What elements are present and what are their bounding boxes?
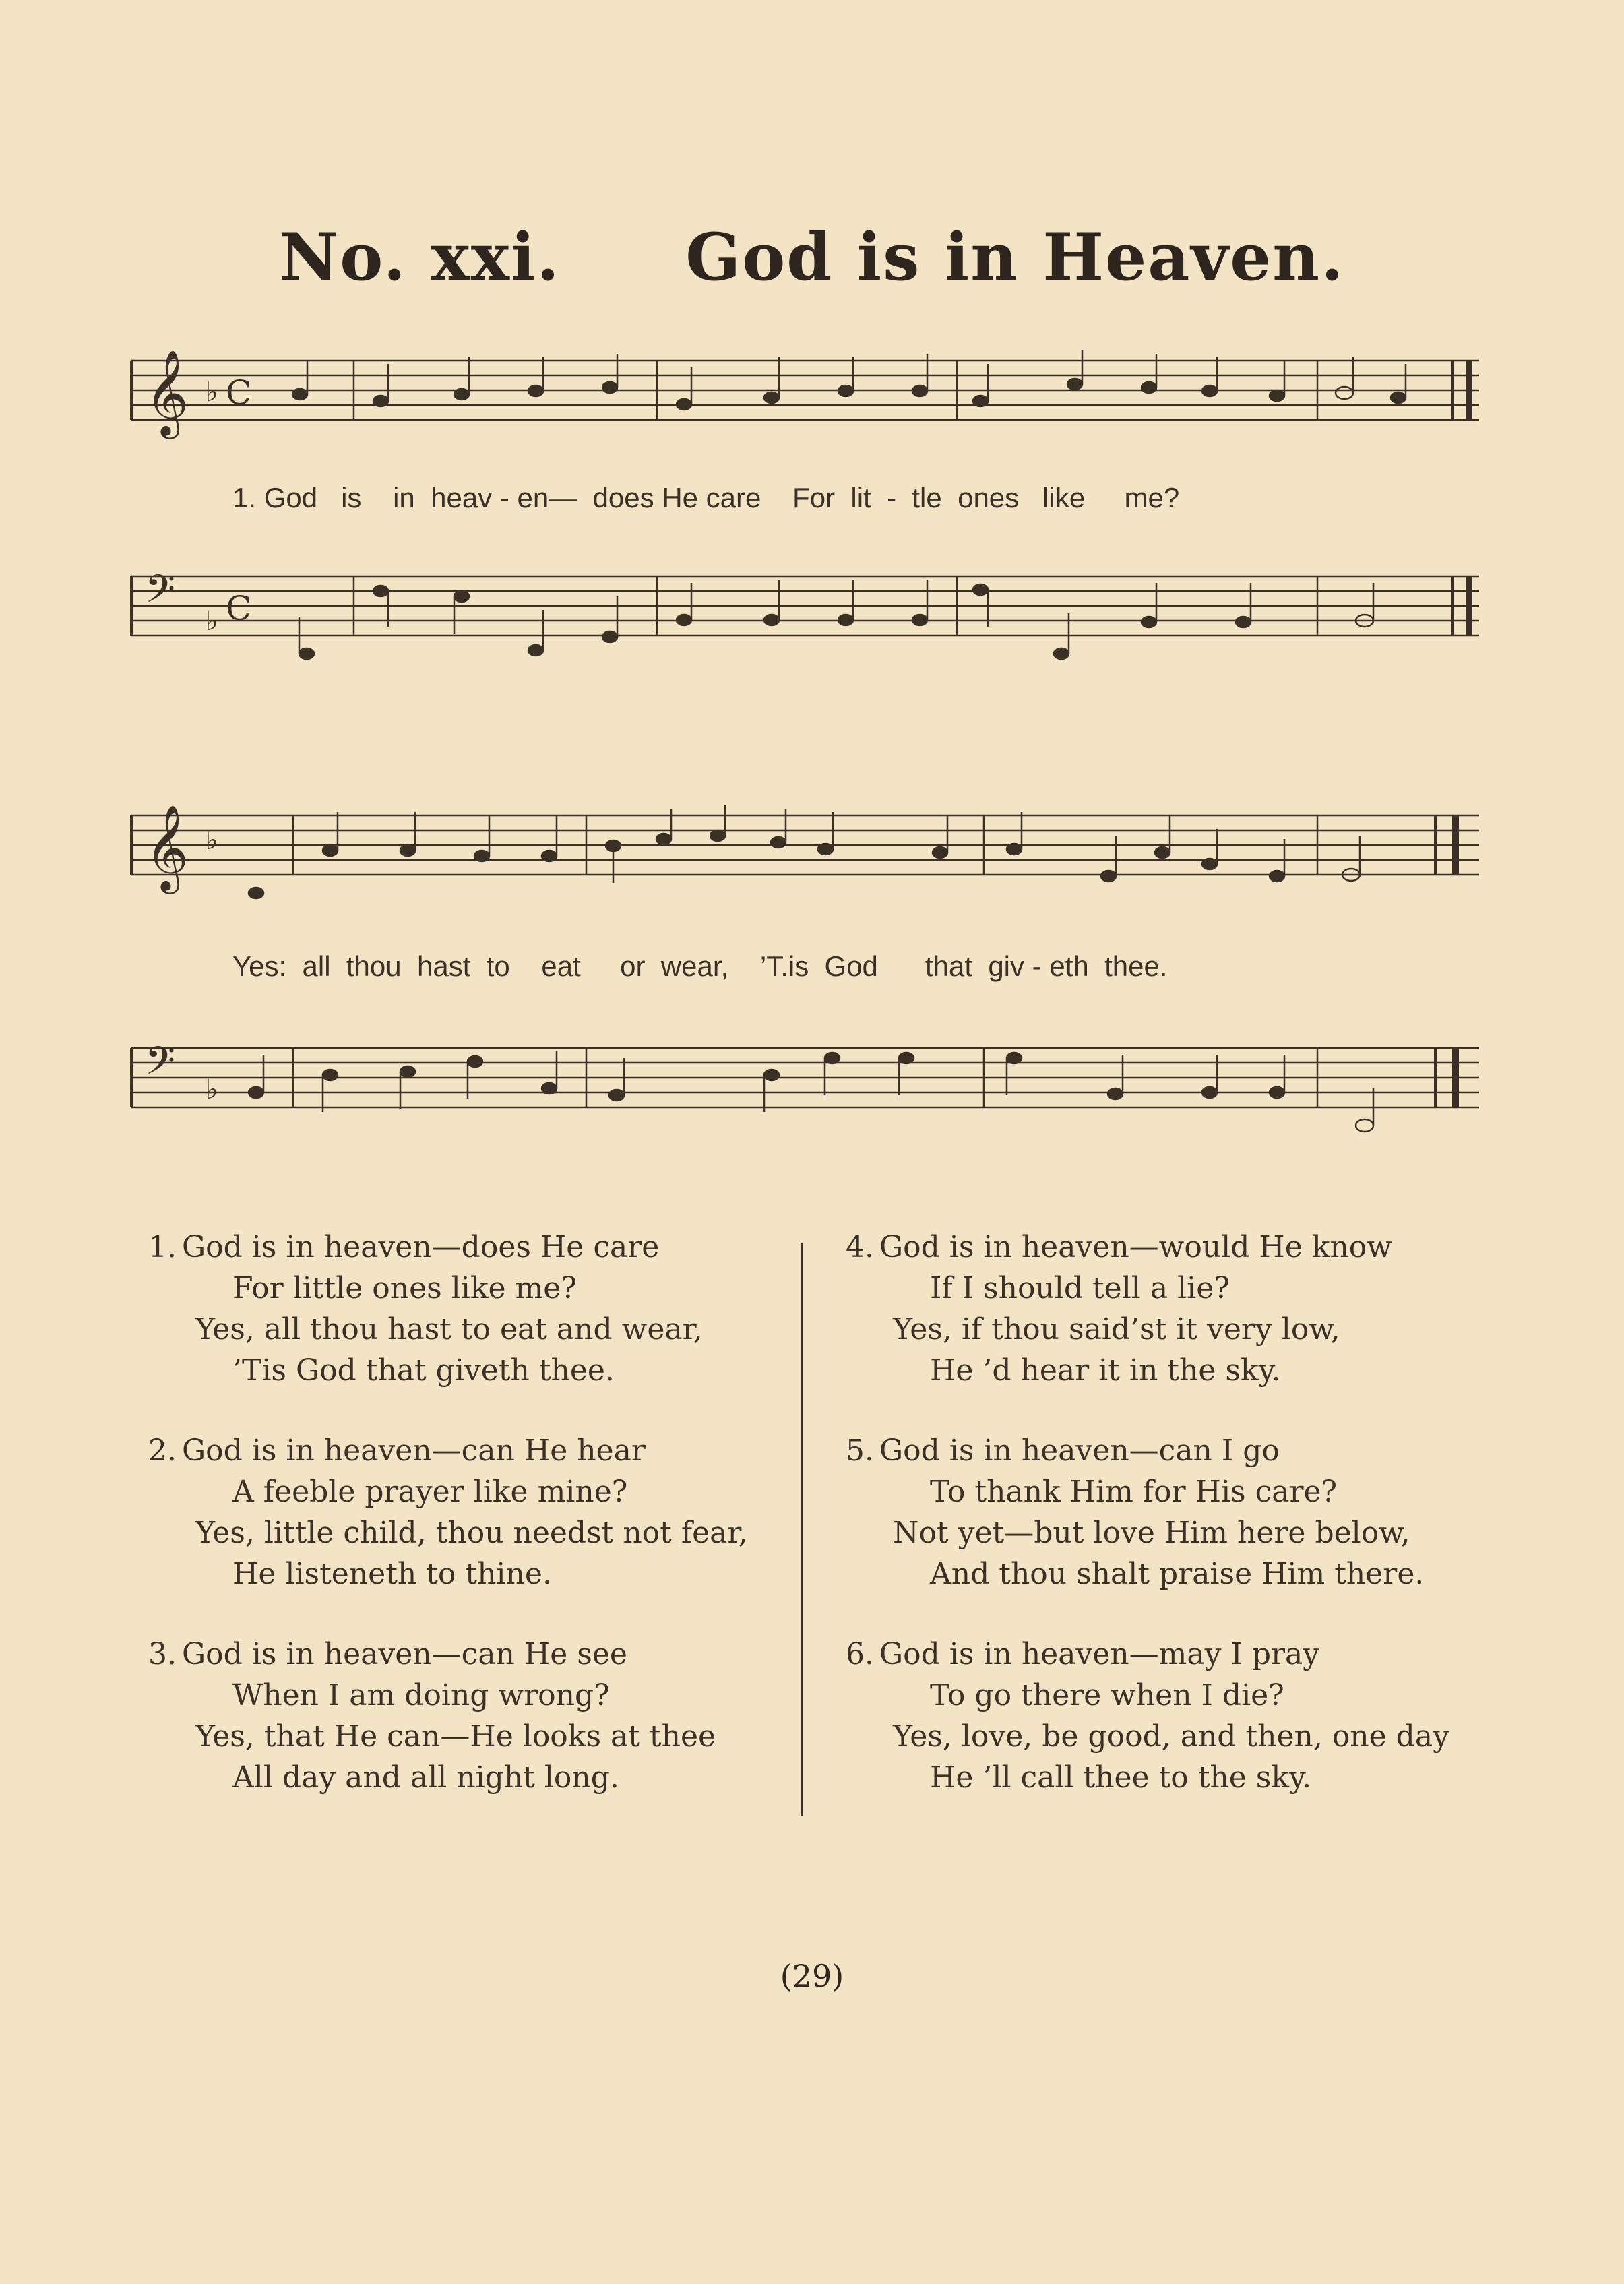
stanza-line: He listeneth to thine.: [232, 1557, 552, 1591]
stanza-line: God is in heaven—would He know: [879, 1230, 1392, 1264]
stanza-line: He ’d hear it in the sky.: [930, 1353, 1281, 1388]
system-1-lyrics: 1. God is in heav - en— does He care For lit - tle ones like me?: [232, 482, 1180, 514]
stanza-4: 4. God is in heaven—would He know If I should tell a lie? Yes, if thou said’st it very low, He ’d hear it in the sky.: [846, 1227, 1425, 1391]
column-divider: [801, 1243, 803, 1816]
stanza-line: Not yet—but love Him here below,: [893, 1516, 1410, 1550]
stanza-line: He ’ll call thee to the sky.: [930, 1760, 1312, 1795]
stanza-3: 3. God is in heaven—can He see When I am doing wrong? Yes, that He can—He looks at thee All day and all night long.: [148, 1634, 728, 1798]
stanza-line: God is in heaven—can He see: [182, 1637, 627, 1671]
verses-block: [0, 1227, 1624, 1820]
system-1-treble-staff: [131, 349, 1479, 455]
stanza-line: If I should tell a lie?: [930, 1271, 1230, 1305]
svg-text:𝄢: 𝄢: [145, 1038, 176, 1093]
svg-text:♭: ♭: [206, 377, 218, 408]
verses-right-column: [846, 1227, 1449, 1837]
stanza-2: 2. God is in heaven—can He hear A feeble prayer like mine? Yes, little child, thou needst not fear, He listeneth to thine.: [148, 1430, 728, 1595]
system-2-bass-staff: [131, 1038, 1479, 1142]
stanza-line: Yes, that He can—He looks at thee: [195, 1719, 716, 1754]
stanza-line: God is in heaven—may I pray: [879, 1637, 1320, 1671]
hymn-title: [0, 219, 1624, 295]
stanza-line: To go there when I die?: [930, 1678, 1284, 1712]
svg-text:C: C: [226, 373, 252, 412]
svg-text:♭: ♭: [206, 1074, 218, 1105]
stanza-5: 5. God is in heaven—can I go To thank Him for His care? Not yet—but love Him here below, And thou shalt praise Him there.: [846, 1430, 1425, 1595]
verses-left-column: [148, 1227, 748, 1837]
stanza-line: God is in heaven—can I go: [879, 1433, 1280, 1468]
stanza-6: 6. God is in heaven—may I pray To go there when I die? Yes, love, be good, and then, one day He ’ll call thee to the sky.: [846, 1634, 1425, 1798]
svg-text:𝄢: 𝄢: [145, 566, 176, 621]
stanza-line: Yes, if thou said’st it very low,: [893, 1312, 1340, 1347]
stanza-line: For little ones like me?: [232, 1271, 577, 1305]
hymn-name: God is in Heaven.: [685, 219, 1345, 295]
stanza-line: Yes, little child, thou needst not fear,: [195, 1516, 748, 1550]
svg-text:♭: ♭: [206, 825, 218, 856]
stanza-line: A feeble prayer like mine?: [232, 1475, 628, 1509]
page-number: (29): [780, 1958, 844, 1994]
hymn-number: No. xxi.: [279, 219, 561, 295]
system-1-bass-staff: [131, 566, 1479, 671]
stanza-1: 1. God is in heaven—does He care For little ones like me? Yes, all thou hast to eat and wear, ’Tis God that giveth thee.: [148, 1227, 728, 1391]
system-2-treble-staff: [131, 804, 1479, 910]
stanza-line: Yes, love, be good, and then, one day: [893, 1719, 1449, 1754]
svg-text:𝄞: 𝄞: [145, 804, 189, 890]
svg-text:𝄞: 𝄞: [145, 349, 189, 435]
stanza-line: To thank Him for His care?: [930, 1475, 1338, 1509]
stanza-line: Yes, all thou hast to eat and wear,: [195, 1312, 703, 1347]
stanza-line: ’Tis God that giveth thee.: [232, 1353, 615, 1388]
stanza-line: When I am doing wrong?: [232, 1678, 610, 1712]
system-2-lyrics: Yes: all thou hast to eat or wear, ’T.is God that giv - eth thee.: [232, 950, 1168, 982]
stanza-line: God is in heaven—does He care: [182, 1230, 660, 1264]
svg-text:C: C: [226, 589, 252, 628]
stanza-line: All day and all night long.: [232, 1760, 619, 1795]
stanza-line: God is in heaven—can He hear: [182, 1433, 646, 1468]
stanza-line: And thou shalt praise Him there.: [930, 1557, 1425, 1591]
svg-text:♭: ♭: [206, 606, 218, 637]
